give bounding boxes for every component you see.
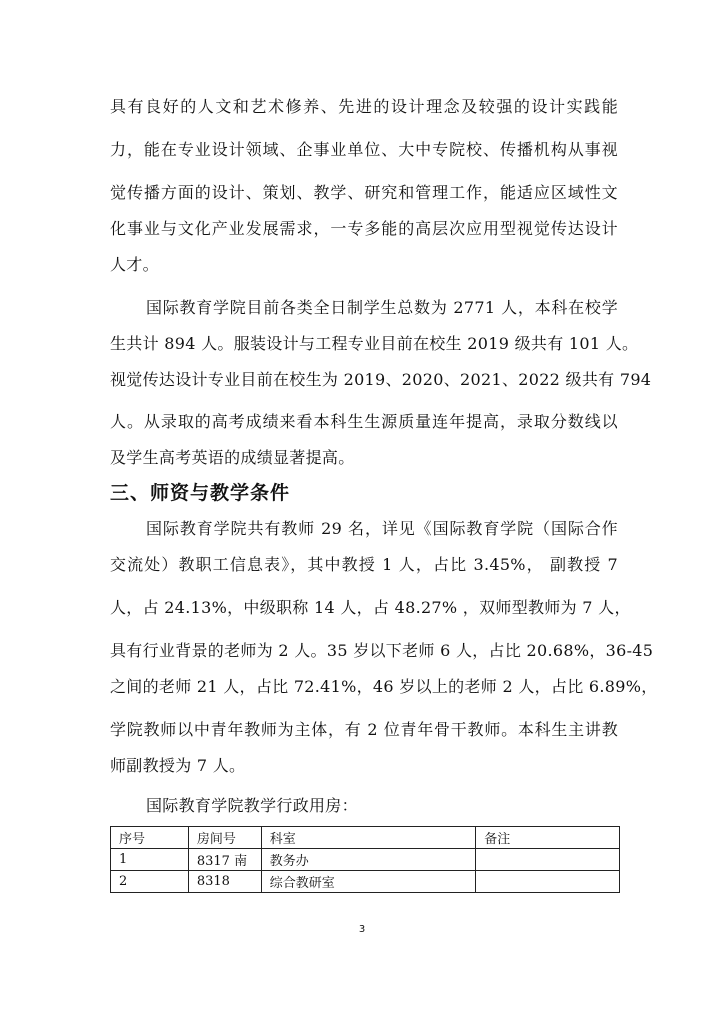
text-line: 学院教师以中青年教师为主体，有 2 位青年骨干教师。本科生主讲教 [110,720,618,739]
text-line: 之间的老师 21 人，占比 72.41%，46 岁以上的老师 2 人，占比 6.89%， [110,677,658,696]
text-line: 视觉传达设计专业目前在校生为 2019、2020、2021、2022 级共有 794 [110,370,652,389]
text-line: 师副教授为 7 人。 [110,756,246,775]
table-header-row [111,827,620,849]
table-cell: 8317 南 [188,849,261,871]
table-cell: 8318 [188,871,261,893]
rooms-table [110,826,620,893]
table-row [111,849,620,871]
text-line: 交流处）教职工信息表》，其中教授 1 人，占比 3.45%， 副教授 7 [110,555,618,574]
table-cell: 1 [111,849,189,871]
text-line: 国际教育学院目前各类全日制学生总数为 2771 人，本科在校学 [146,298,618,317]
text-line: 及学生高考英语的成绩显著提高。 [110,448,355,467]
table-row [111,871,620,893]
table-cell: 教务办 [261,849,476,871]
table-cell [476,871,620,893]
table-header-cell: 科室 [261,827,476,849]
table-cell: 2 [111,871,189,893]
table-header-cell: 序号 [111,827,189,849]
text-line: 人才。 [110,255,159,274]
table-header-cell: 房间号 [188,827,261,849]
text-line: 具有良好的人文和艺术修养、先进的设计理念及较强的设计实践能 [110,97,618,116]
text-line: 生共计 894 人。服装设计与工程专业目前在校生 2019 级共有 101 人。 [110,334,639,353]
table-cell [476,849,620,871]
section-heading: 三、师资与教学条件 [110,482,291,504]
text-line: 人。从录取的高考成绩来看本科生生源质量连年提高，录取分数线以 [110,412,618,431]
text-line: 化事业与文化产业发展需求，一专多能的高层次应用型视觉传达设计 [110,219,618,238]
text-line: 觉传播方面的设计、策划、教学、研究和管理工作，能适应区域性文 [110,183,618,202]
table-caption: 国际教育学院教学行政用房： [146,796,358,815]
table-header-cell: 备注 [476,827,620,849]
text-line: 具有行业背景的老师为 2 人。35 岁以下老师 6 人，占比 20.68%，36-45 [110,641,654,660]
text-line: 力，能在专业设计领域、企事业单位、大中专院校、传播机构从事视 [110,140,618,159]
text-line: 国际教育学院共有教师 29 名，详见《国际教育学院（国际合作 [146,519,618,538]
page-number: 3 [358,924,366,935]
text-line: 人，占 24.13%，中级职称 14 人，占 48.27% ，双师型教师为 7 人， [110,598,631,617]
table-cell: 综合教研室 [261,871,476,893]
